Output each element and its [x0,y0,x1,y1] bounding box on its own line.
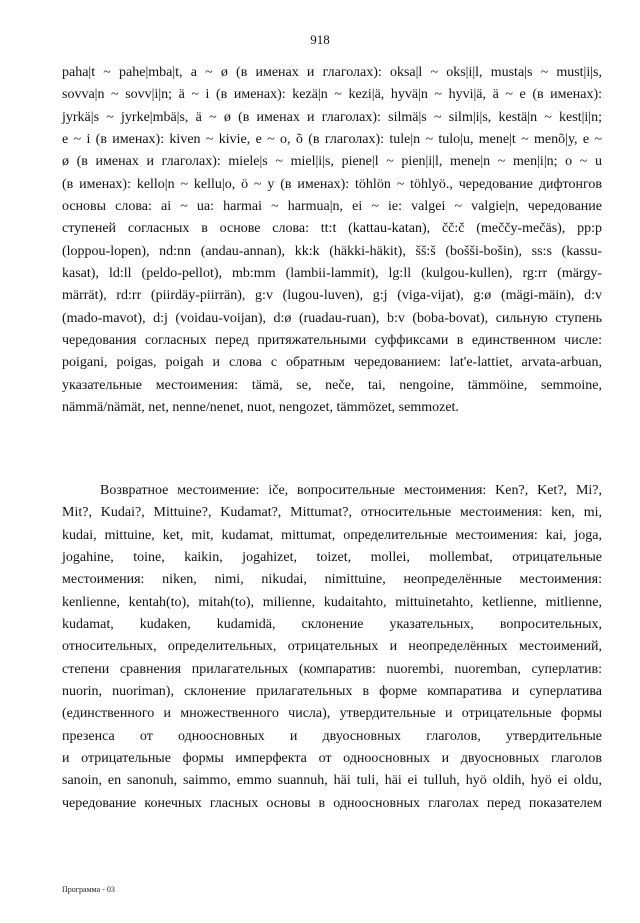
text-line: и отрицательные формы имперфекта от одноосновных и двуосновных глаголов [62,751,602,767]
text-line: основы слова: ai ~ ua: harmai ~ harmua|n, ei ~ ie: valgei ~ valgie|n, чередование [62,199,602,215]
text-line: Mit?, Kudai?, Mittuine?, Kudamat?, Mittumat?, относительные местоимения: ken, mi, [62,505,602,521]
text-line: kasat), ld:ll (peldo-pellot), mb:mm (lambii-lammit), lg:ll (kulgou-kullen), rg:rr (märgy- [62,266,602,282]
text-line: (в именах): kello|n ~ kellu|o, ö ~ y (в именах): töhlön ~ töhlyö., чередование дифтонгов [62,176,602,192]
text-line: poigani, poigas, poigah и слова с обратным чередованием: lat'e-lattiet, arvata-arbuan, [62,355,602,371]
text-line: ø (в именах и глаголах): miele|s ~ miel|i|s, piene|l ~ pien|i|l, mene|n ~ men|i|n; o ~ u [62,154,602,170]
paragraph-1 [62,62,602,420]
text-line: nämmä/nämät, net, nenne/nenet, nuot, nengozet, tämmözet, semmozet. [62,400,459,416]
text-line: jogahine, toine, kaikin, jogahizet, toizet, mollei, mollembat, отрицательные [62,550,602,566]
text-line: чередование конечных гласных основы в одноосновных глаголах перед показателем [62,795,602,811]
text-line: относительных, определительных, отрицательных и неопределённых местоимений, [62,639,602,655]
text-line: paha|t ~ pahe|mba|t, a ~ ø (в именах и глаголах): oksa|l ~ oks|i|l, musta|s ~ must|i|s, [62,65,602,80]
text-line: nuorin, nuoriman), склонение прилагательных в форме компаратива и суперлатива [62,684,602,700]
text-line: e ~ i (в именах): kiven ~ kivie, e ~ o, õ (в глаголах): tule|n ~ tulo|u, mene|t ~ menõ|y, e ~ [62,132,602,148]
text-line: степени сравнения прилагательных (компаратив: nuorembi, nuoremban, суперлатив: [62,661,602,677]
text-line: ступеней согласных в основе слова: tt:t (kattau-katan), čč:č (meččy-mečäs), pp:p [62,221,602,237]
text-line: märrät), rd:rr (piirdäy-piirrän), g:v (lugou-luven), g:j (viga-vijat), g:ø (mägi-mäin), d:v [62,288,602,304]
text-line: jyrkä|s ~ jyrke|mbä|s, ä ~ ø (в именах и глаголах): silmä|s ~ silm|i|s, kestä|n ~ kest|i|n; [62,109,602,125]
page-footer: Программа - 03 [62,885,115,894]
text-line: kudamat, kudaken, kudamidä, склонение указательных, вопросительных, [62,617,602,633]
text-line: sanoin, en sanonuh, saimmo, emmo suannuh, häi tuli, häi ei tulluh, hyö oldih, hyö ei oldu, [62,773,602,789]
text-line: (единственного и множественного числа), утвердительные и отрицательные формы [62,706,602,722]
text-line: чередования согласных перед притяжательными суффиксами в единственном числе: [62,333,602,349]
page-number: 918 [310,32,330,47]
paragraph-2 [62,480,602,815]
text-line: презенса от одноосновных и двуосновных глаголов, утвердительные [62,728,602,744]
text-line: (mado-mavot), d:j (voidau-voijan), d:ø (ruadau-ruan), b:v (boba-bovat), сильную ступень [62,310,602,326]
text-line: (loppou-lopen), nd:nn (andau-annan), kk:k (häkki-häkit), šš:š (bošši-bošin), ss:s (kassu- [62,243,602,259]
text-line: sovva|n ~ sovv|i|n; ä ~ i (в именах): kezä|n ~ kezi|ä, hyvä|n ~ hyvi|ä, ä ~ e (в именах): [62,87,602,103]
text-line: Возвратное местоимение: iče, вопросительные местоимения: Ken?, Ket?, Mi?, [100,483,602,498]
text-line: kenlienne, kentah(to), mitah(to), milienne, kudaitahto, mittuinetahto, ketlienne, mitlienne, [62,594,602,610]
text-line: местоимения: niken, nimi, nikudai, nimittuine, неопределённые местоимения: [62,572,602,588]
text-line: указательные местоимения: tämä, se, neče, tai, nengoine, tämmöine, semmoine, [62,377,602,393]
text-line: kudai, mittuine, ket, mit, kudamat, mittumat, определительные местоимения: kai, joga, [62,527,602,543]
